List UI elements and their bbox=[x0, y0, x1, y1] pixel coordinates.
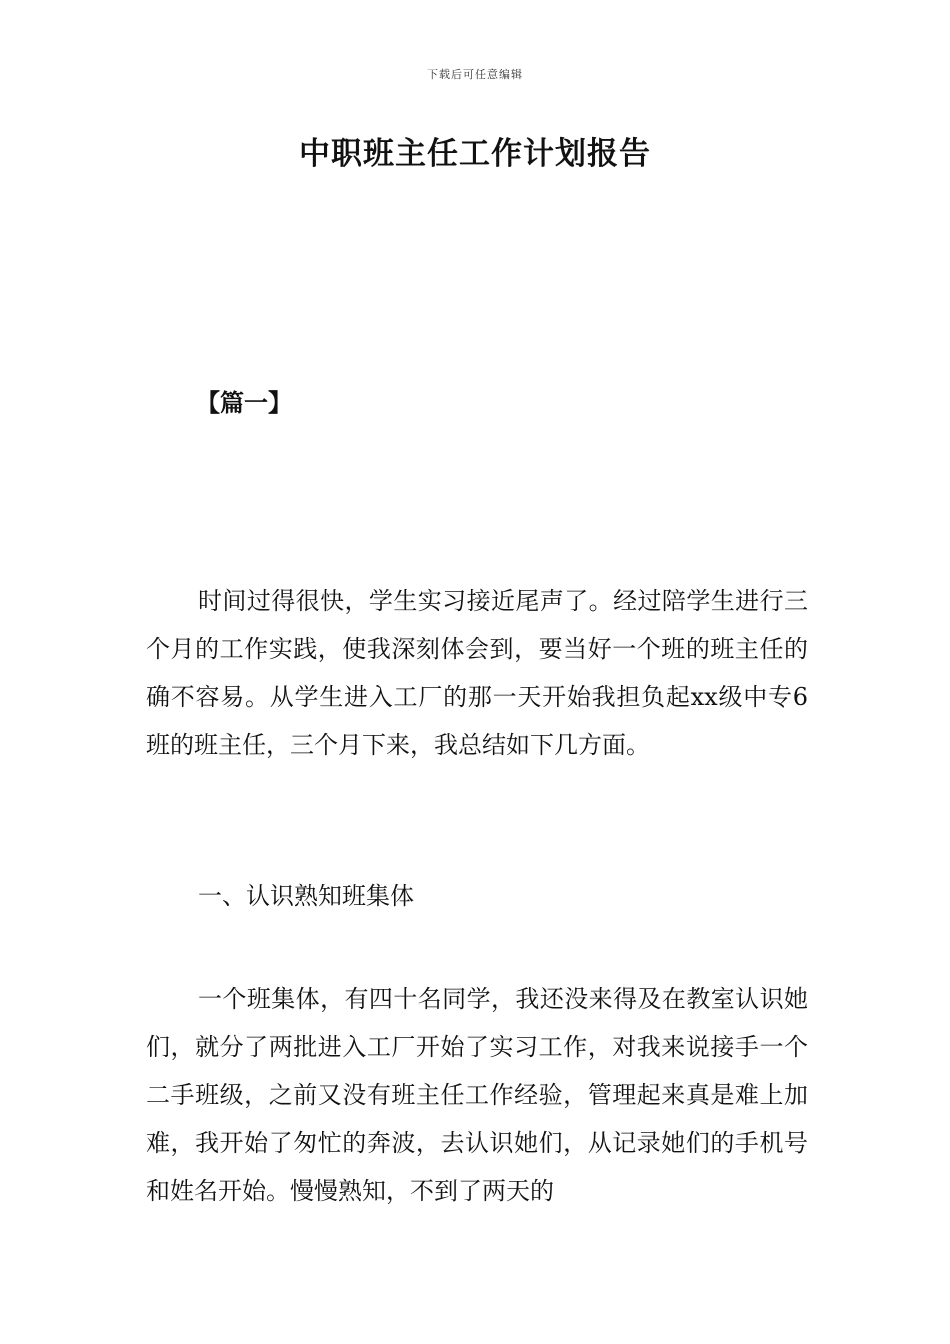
body-paragraph-1: 一个班集体，有四十名同学，我还没来得及在教室认识她们，就分了两批进入工厂开始了实习工作，对我来说接手一个二手班级，之前又没有班主任工作经验，管理起来真是难上加难，我开始了匆忙的奔波，去认识她们，从记录她们的手机号和姓名开始。慢慢熟知，不到了两天的 bbox=[146, 985, 808, 1205]
intro-paragraph-block bbox=[146, 577, 808, 769]
header-note: 下载后可任意编辑 bbox=[427, 68, 523, 81]
intro-paragraph: 时间过得很快，学生实习接近尾声了。经过陪学生进行三个月的工作实践，使我深刻体会到，要当好一个班的班主任的确不容易。从学生进入工厂的那一天开始我担负起xx级中专6班的班主任，三个月下来，我总结如下几方面。 bbox=[146, 587, 808, 759]
section-heading-1: 一、认识熟知班集体 bbox=[198, 882, 414, 910]
body-paragraph-block bbox=[146, 975, 808, 1215]
section-heading-block bbox=[146, 872, 808, 920]
section-label: 【篇一】 bbox=[196, 388, 292, 417]
document-title: 中职班主任工作计划报告 bbox=[299, 136, 651, 172]
